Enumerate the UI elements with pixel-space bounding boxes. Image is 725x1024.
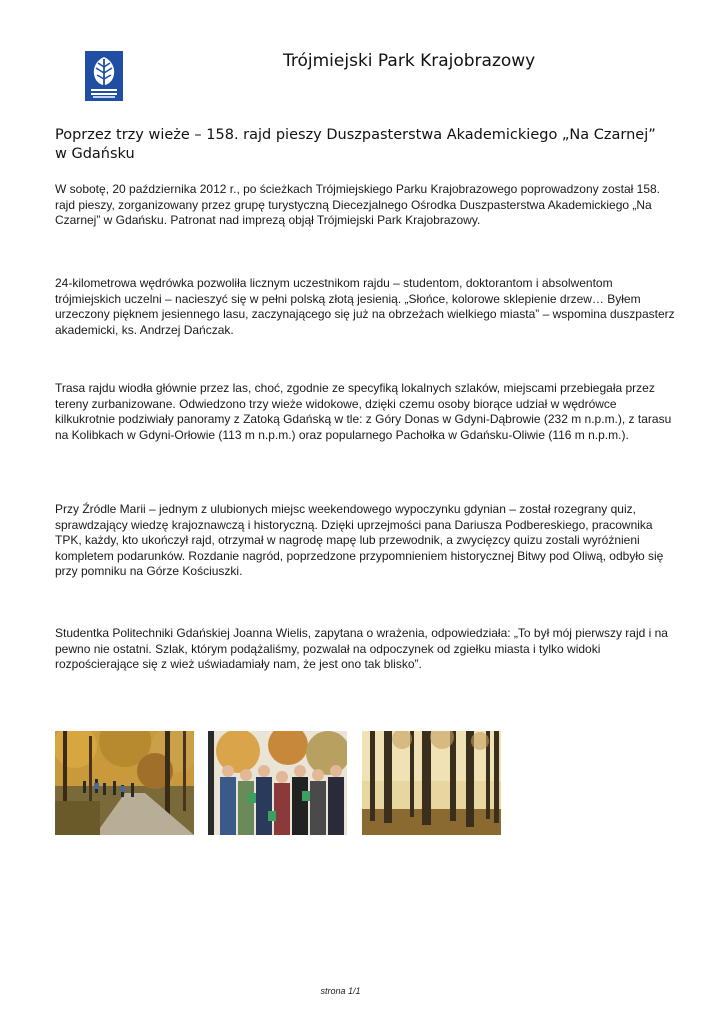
photo-group-portrait[interactable] [208, 731, 347, 835]
article-paragraph: Trasa rajdu wiodła głównie przez las, choć, zgodnie ze specyfiką lokalnych szlaków, miejscami przebiegała przez tereny zurbanizowane. Odwiedzono trzy wieże widokowe, dzięki czemu osoby biorące udział w wędrówce kilkukrotnie podziwiały panoramy z Zatoką Gdańską w tle: z Góry Donas w Gdyni-Dąbrowie (232 m n.p.m.), z tarasu na Kolibkach w Gdyni-Orłowie (113 m n.p.m.) oraz popularnego Pachołka w Gdańsku-Oliwie (116 m n.p.m.). [55, 381, 672, 442]
article-title-line-1: Poprzez trzy wieże – 158. rajd pieszy Duszpasterstwa Akademickiego „Na Czarnej” [55, 127, 656, 143]
leaf-emblem-icon [85, 51, 123, 101]
site-title: Trójmiejski Park Krajobrazowy [283, 51, 536, 71]
article-paragraph: Studentka Politechniki Gdańskiej Joanna Wielis, zapytana o wrażenia, odpowiedziała: „To był mój pierwszy rajd i na pewno nie ostatni. Szlak, którym podążaliśmy, pozwalał na odpoczynek od zgiełku miasta i tylko widoki rozpościerające się z wież uświadamiały nam, że jest ono tak blisko”. [55, 626, 668, 672]
page-number: strona 1/1 [320, 986, 361, 996]
article-title [55, 126, 685, 164]
article-paragraph: 24-kilometrowa wędrówka pozwoliła licznym uczestnikom rajdu – studentom, doktorantom i absolwentom trójmiejskich uczelni – nacieszyć się w pełni polską złotą jesienią. „Słońce, kolorowe sklepienie drzew… Byłem urzeczony pięknem jesiennego lasu, zaczynającego się już na obrzeżach wielkiego miasta” – wspomina duszpasterz akademicki, ks. Andrzej Dańczak. [55, 276, 675, 337]
photo-sunlit-forest[interactable] [362, 731, 501, 835]
article-paragraph: W sobotę, 20 października 2012 r., po ścieżkach Trójmiejskiego Parku Krajobrazowego poprowadzony został 158. rajd pieszy, zorganizowany przez grupę turystyczną Diecezjalnego Ośrodka Duszpasterstwa Akademickiego „Na Czarnej” w Gdańsku. Patronat nad imprezą objął Trójmiejski Park Krajobrazowy. [55, 182, 660, 228]
article-title-line-2: w Gdańsku [55, 146, 135, 162]
photo-hikers-forest-path[interactable] [55, 731, 194, 835]
article-paragraph: Przy Źródle Marii – jednym z ulubionych miejsc weekendowego wypoczynku gdynian – został rozegrany quiz, sprawdzający wiedzę krajoznawczą i historyczną. Dzięki uprzejmości pana Dariusza Podbereskiego, pracownika TPK, każdy, kto ukończył rajd, otrzymał w nagrodę mapę lub przewodnik, a zwycięzcy quizu zostali wyróżnieni kompletem podarunków. Rozdanie nagród, poprzedzone przypomnieniem historycznej Bitwy pod Oliwą, odbyło się przy pomniku na Górze Kościuszki. [55, 502, 664, 579]
